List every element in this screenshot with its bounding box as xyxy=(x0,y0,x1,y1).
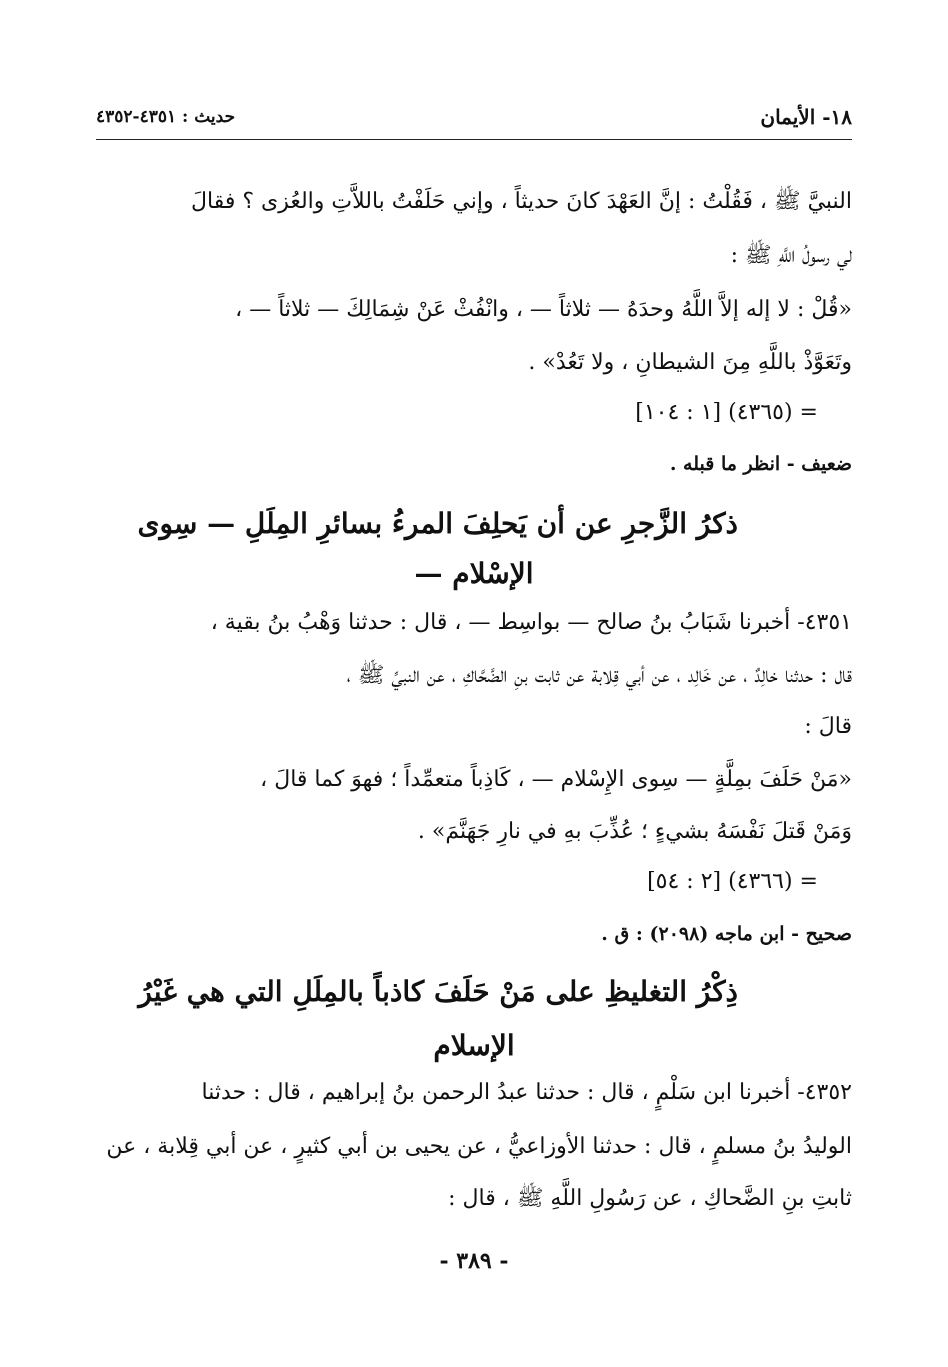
hadith-text-line: وتَعَوَّذْ باللَّهِ مِنَ الشيطانِ ، ولا تَعُدْ» . xyxy=(528,350,852,375)
text-line: لي رسولُ اللَّهِ ﷺ : xyxy=(730,243,852,268)
section-heading: الإسْلام — xyxy=(414,557,534,590)
section-heading: ذكرُ الزَّجرِ عن أن يَحلِفَ المرءُ بسائرِ المِلَلِ — سِوى xyxy=(137,507,738,540)
isnad-line: ٤٣٥١- أخبرنا شَبَابُ بنُ صالح — بواسِط — ، قال : حدثنا وَهْبُ بنُ بقية ، xyxy=(210,610,852,635)
isnad-line: قالَ : xyxy=(804,714,852,739)
grading-note: ضعيف - انظر ما قبله . xyxy=(669,453,852,475)
section-heading: ذِكْرُ التغليظِ على مَنْ حَلَفَ كاذباً بالمِلَلِ التي هي غَيْرُ xyxy=(138,975,738,1008)
hadith-text-line: وَمَنْ قَتلَ نَفْسَهُ بشيءٍ ؛ عُذِّبَ بهِ في نارِ جَهَنَّمَ» . xyxy=(417,819,852,844)
isnad-line: ثابتِ بنِ الضَّحاكِ ، عن رَسُولِ اللَّهِ ﷺ ، قال : xyxy=(448,1186,852,1211)
running-header xyxy=(96,103,852,140)
hadith-range: حديث : ٤٣٥١-٤٣٥٢ xyxy=(96,107,236,127)
cross-reference: = (٤٣٦٥) [١ : ١٠٤] xyxy=(635,400,818,425)
section-heading: الإسلام xyxy=(433,1029,515,1062)
chapter-title: ١٨- الأيمان xyxy=(760,105,852,129)
isnad-line: قال : حدثنا خالِدٌ ، عن خَالِد ، عن أبي قِلابة عن ثابت بنِ الضَّحَّاكِ ، عن النبيِّ ﷺ ، xyxy=(346,663,852,688)
text-line: النبيَّ ﷺ ، فَقُلْتُ : إنَّ العَهْدَ كانَ حديثاً ، وإني حَلَفْتُ باللاَّتِ والعُزى ؟ فقالَ xyxy=(191,189,852,214)
hadith-text-line: «قُلْ : لا إله إلاَّ اللَّهُ وحدَهُ — ثلاثاً — ، وانْفُثْ عَنْ شِمَالِكَ — ثلاثاً — ، xyxy=(235,297,852,322)
page-number: - ٣٨٩ - xyxy=(439,1248,509,1274)
grading-note: صحيح - ابن ماجه (٢٠٩٨) : ق . xyxy=(601,923,852,945)
isnad-line: الوليدُ بنُ مسلمٍ ، قال : حدثنا الأوزاعيُّ ، عن يحيى بن أبي كثيرٍ ، عن أبي قِلابة ، عن xyxy=(106,1134,852,1159)
hadith-text-line: «مَنْ حَلَفَ بمِلَّةٍ — سِوى الإِسْلام — ، كَاذِباً متعمِّداً ؛ فهوَ كما قالَ ، xyxy=(260,767,852,792)
cross-reference: = (٤٣٦٦) [٢ : ٥٤] xyxy=(647,869,818,894)
isnad-line: ٤٣٥٢- أخبرنا ابن سَلْمٍ ، قال : حدثنا عبدُ الرحمن بنُ إبراهيم ، قال : حدثنا xyxy=(201,1080,852,1105)
